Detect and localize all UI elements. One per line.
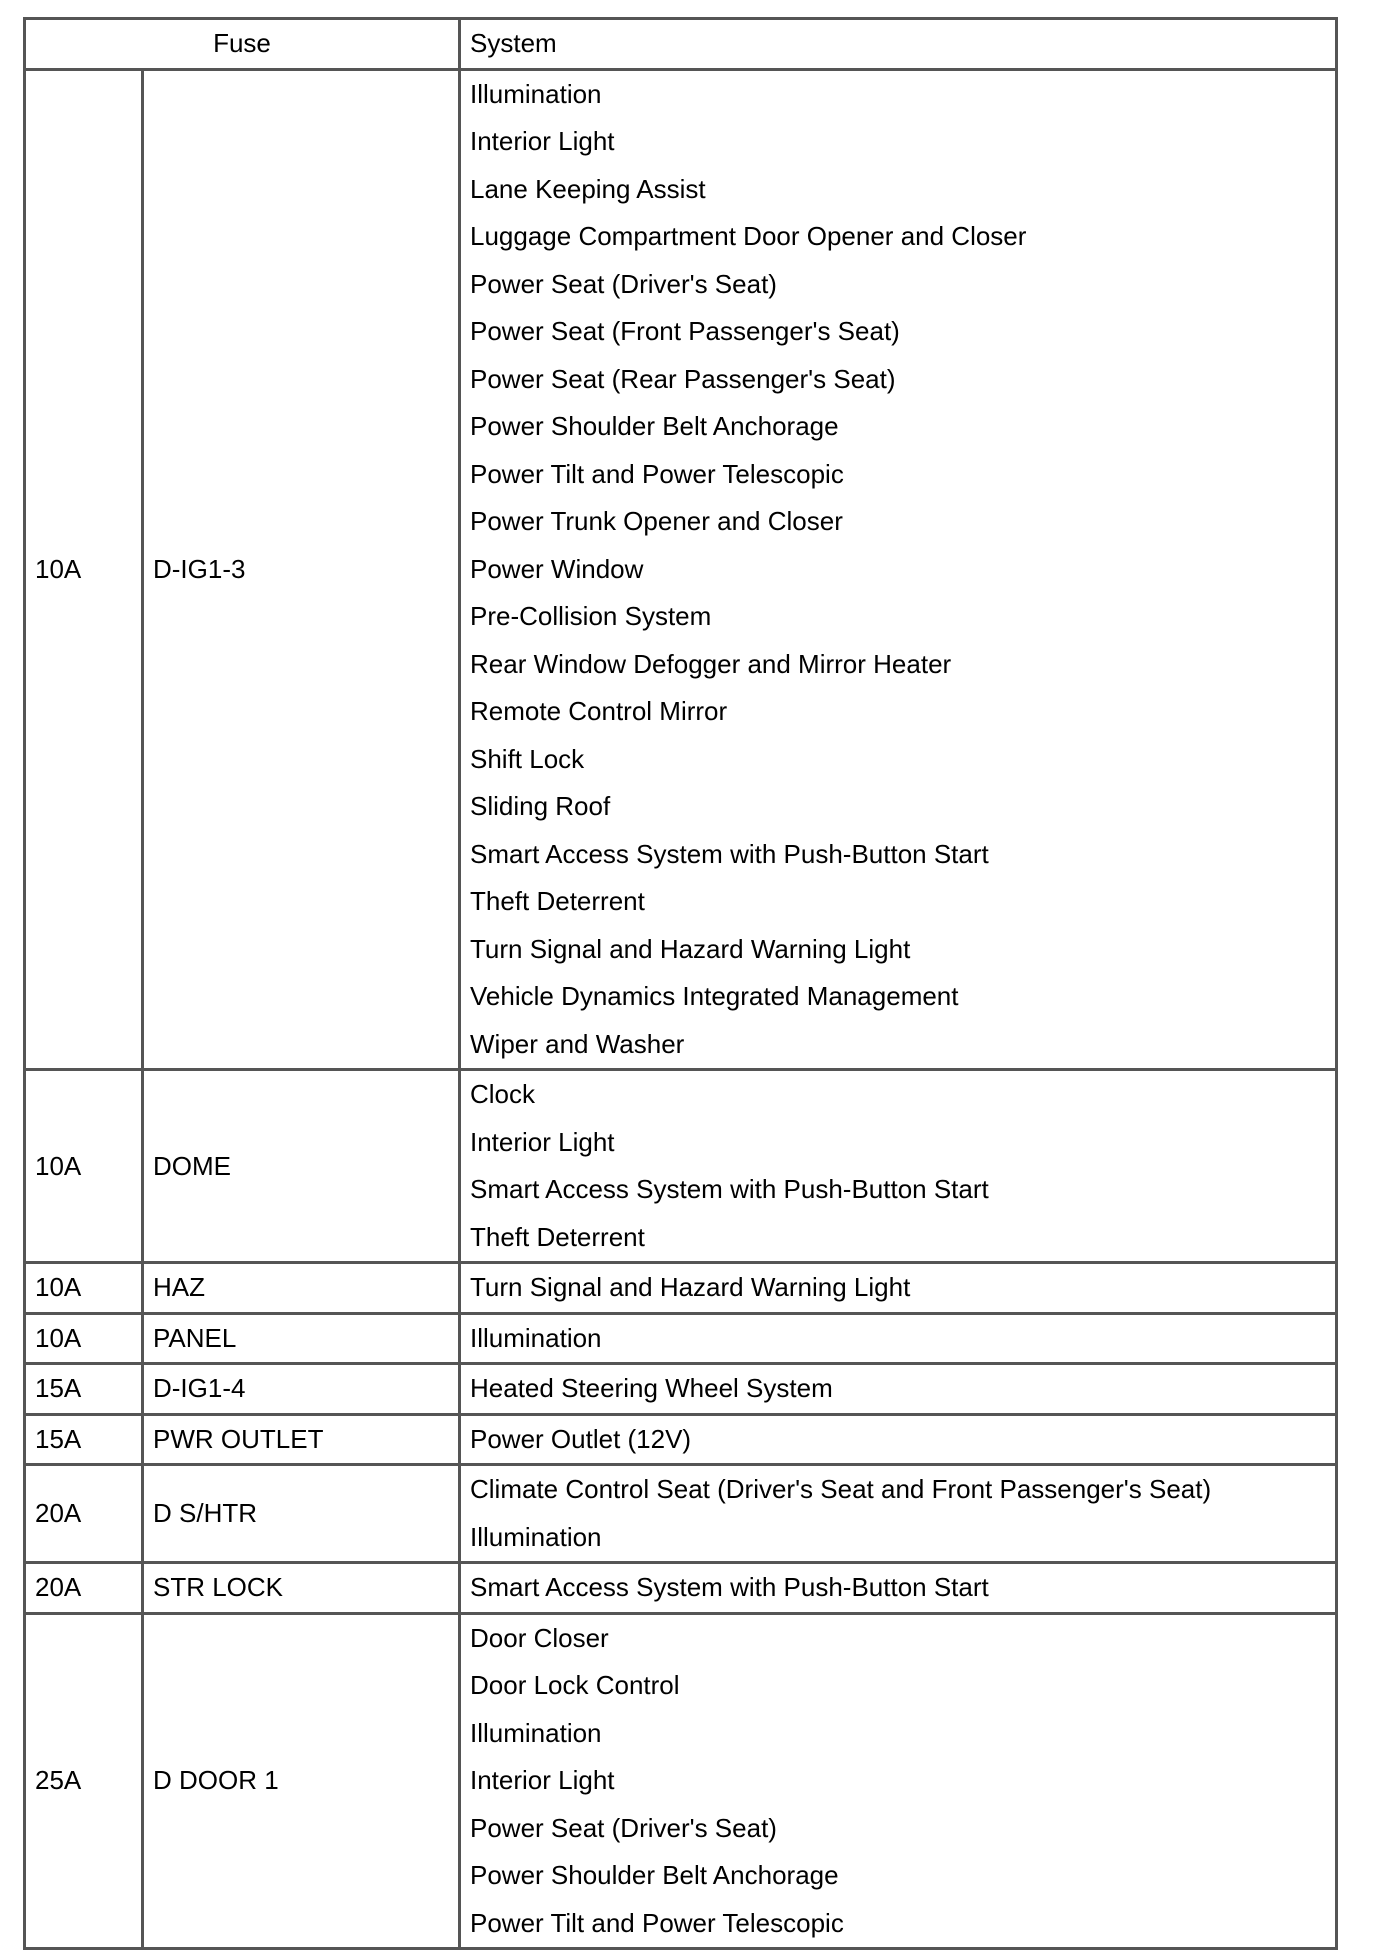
system-list [460, 1613, 1337, 1949]
system-item: Smart Access System with Push-Button Start [470, 838, 989, 869]
system-item: Illumination [470, 1322, 602, 1353]
fuse-name: D-IG1-4 [143, 1364, 460, 1415]
system-item: Turn Signal and Hazard Warning Light [470, 933, 911, 964]
system-item: Power Seat (Driver's Seat) [470, 1812, 777, 1843]
fuse-name: PWR OUTLET [143, 1414, 460, 1465]
system-item: Pre-Collision System [470, 601, 712, 631]
system-item: Luggage Compartment Door Opener and Closer [470, 221, 1027, 251]
table-row [25, 1414, 1337, 1465]
fuse-amperage: 10A [25, 1313, 143, 1364]
system-item: Power Trunk Opener and Closer [470, 506, 843, 536]
table-row [25, 1070, 1337, 1263]
system-item: Power Tilt and Power Telescopic [470, 1907, 844, 1938]
system-item: Door Closer [470, 1622, 609, 1653]
system-item: Power Seat (Driver's Seat) [470, 268, 777, 299]
system-item: Illumination [470, 78, 602, 109]
system-item: Interior Light [470, 1765, 615, 1795]
system-list [460, 1263, 1337, 1314]
system-item: Sliding Roof [470, 791, 611, 821]
system-item: Vehicle Dynamics Integrated Management [470, 981, 959, 1011]
fuse-name: DOME [143, 1070, 460, 1263]
fuse-amperage: 25A [25, 1613, 143, 1949]
table-row [25, 1313, 1337, 1364]
table-row [25, 1364, 1337, 1415]
fuse-name: STR LOCK [143, 1563, 460, 1614]
fuse-name: PANEL [143, 1313, 460, 1364]
table-row [25, 1465, 1337, 1563]
fuse-table [23, 17, 1338, 1950]
system-item: Smart Access System with Push-Button Start [470, 1174, 989, 1204]
system-item: Interior Light [470, 126, 615, 156]
system-list [460, 1563, 1337, 1614]
table-row [25, 1263, 1337, 1314]
system-item: Theft Deterrent [470, 886, 645, 916]
system-item: Power Window [470, 553, 644, 584]
system-item: Power Shoulder Belt Anchorage [470, 1860, 839, 1890]
system-list [460, 69, 1337, 1070]
fuse-name: D S/HTR [143, 1465, 460, 1563]
system-item: Power Seat (Rear Passenger's Seat) [470, 363, 896, 394]
system-item: Door Lock Control [470, 1670, 680, 1700]
system-item: Clock [470, 1079, 536, 1109]
fuse-table-body [25, 69, 1337, 1949]
system-item: Remote Control Mirror [470, 696, 728, 726]
fuse-column-header: Fuse [25, 19, 460, 70]
system-item: Power Tilt and Power Telescopic [470, 458, 844, 489]
table-row [25, 1613, 1337, 1949]
system-item: Rear Window Defogger and Mirror Heater [470, 648, 952, 679]
fuse-amperage: 20A [25, 1563, 143, 1614]
fuse-amperage: 20A [25, 1465, 143, 1563]
system-item: Wiper and Washer [470, 1028, 685, 1059]
system-item: Turn Signal and Hazard Warning Light [470, 1272, 911, 1302]
fuse-amperage: 15A [25, 1364, 143, 1415]
system-list [460, 1313, 1337, 1364]
system-item: Heated Steering Wheel System [470, 1373, 833, 1403]
system-item: Illumination [470, 1521, 602, 1552]
system-item: Lane Keeping Assist [470, 173, 706, 204]
table-row [25, 69, 1337, 1070]
system-item: Shift Lock [470, 743, 585, 774]
system-item: Power Outlet (12V) [470, 1423, 692, 1454]
fuse-amperage: 15A [25, 1414, 143, 1465]
system-item: Power Shoulder Belt Anchorage [470, 411, 839, 441]
system-list [460, 1465, 1337, 1563]
system-column-header: System [460, 19, 1337, 70]
system-list [460, 1070, 1337, 1263]
system-item: Theft Deterrent [470, 1221, 645, 1252]
fuse-amperage: 10A [25, 69, 143, 1070]
system-item: Smart Access System with Push-Button Start [470, 1572, 989, 1602]
system-item: Climate Control Seat (Driver's Seat and Front Passenger's Seat) [470, 1474, 1212, 1504]
fuse-name: HAZ [143, 1263, 460, 1314]
system-list [460, 1364, 1337, 1415]
fuse-name: D DOOR 1 [143, 1613, 460, 1949]
fuse-name: D-IG1-3 [143, 69, 460, 1070]
system-item: Power Seat (Front Passenger's Seat) [470, 316, 900, 346]
header-row [25, 19, 1337, 70]
system-item: Illumination [470, 1717, 602, 1748]
fuse-amperage: 10A [25, 1263, 143, 1314]
fuse-amperage: 10A [25, 1070, 143, 1263]
system-list [460, 1414, 1337, 1465]
table-row [25, 1563, 1337, 1614]
system-item: Interior Light [470, 1126, 615, 1157]
